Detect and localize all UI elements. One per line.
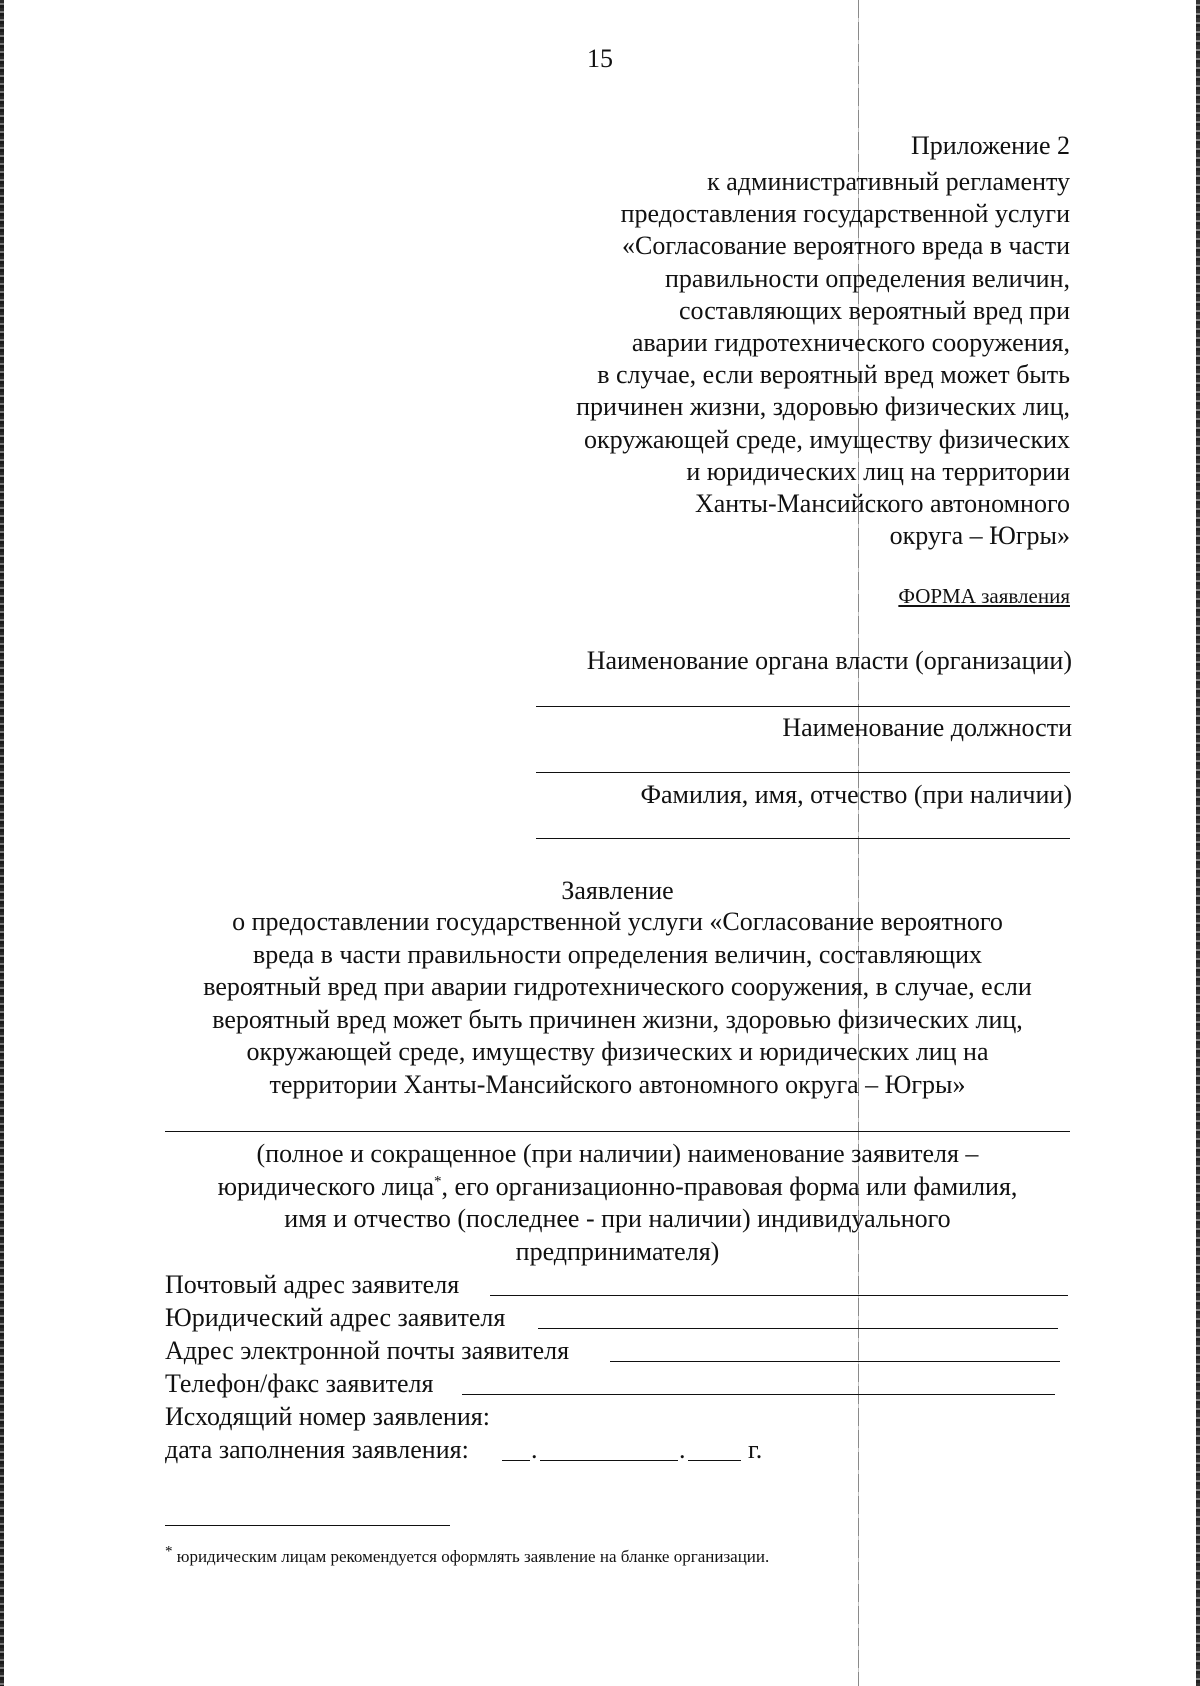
annex-line: округа – Югры» — [889, 521, 1070, 551]
annex-line: аварии гидротехнического сооружения, — [631, 328, 1070, 358]
footnote-mark: * — [165, 1543, 173, 1560]
statement-title: Заявление — [561, 876, 674, 905]
annex-line: и юридических лиц на территории — [686, 456, 1070, 486]
statement-line: вреда в части правильности определения величин, составляющих — [252, 939, 983, 969]
annex-heading — [470, 166, 1070, 552]
applicant-caption-text: юридического лица — [217, 1171, 435, 1201]
annex-line: «Согласование вероятного вреда в части — [622, 231, 1070, 261]
form-label: ФОРМА заявления — [898, 584, 1070, 608]
applicant-caption-text: , его организационно-правовая форма или фамилия, — [441, 1171, 1018, 1201]
scan-edge-left — [0, 0, 4, 1686]
addressee-name-line[interactable] — [536, 838, 1070, 839]
annex-line: правильности определения величин, — [665, 263, 1070, 293]
postal-address-line[interactable] — [490, 1295, 1068, 1296]
email-line[interactable] — [610, 1361, 1060, 1362]
fill-date-label: дата заполнения заявления: — [165, 1435, 469, 1464]
date-separator: . — [531, 1435, 538, 1464]
footnote-mark: * — [434, 1172, 442, 1189]
year-suffix: г. — [748, 1435, 763, 1464]
email-label: Адрес электронной почты заявителя — [165, 1336, 570, 1365]
applicant-caption — [165, 1138, 1070, 1268]
applicant-name-line[interactable] — [165, 1131, 1070, 1132]
scan-edge-right — [1196, 0, 1200, 1686]
date-day-line[interactable] — [502, 1460, 530, 1461]
annex-line: в случае, если вероятный вред может быть — [597, 360, 1070, 390]
statement-line: вероятный вред при аварии гидротехнического сооружения, в случае, если — [203, 972, 1032, 1001]
date-separator: . — [679, 1435, 686, 1464]
annex-line: составляющих вероятный вред при — [679, 295, 1070, 325]
outgoing-number-label: Исходящий номер заявления: — [165, 1402, 490, 1431]
date-month-line[interactable] — [540, 1460, 678, 1461]
phone-fax-line[interactable] — [462, 1394, 1055, 1395]
page-number: 15 — [587, 44, 613, 73]
footnote-separator — [165, 1525, 450, 1526]
statement-line: территории Ханты-Мансийского автономного округа – Югры» — [269, 1069, 966, 1099]
statement-line: о предоставлении государственной услуги «Согласование вероятного — [232, 907, 1003, 936]
legal-address-line[interactable] — [538, 1328, 1058, 1329]
addressee-position-line[interactable] — [536, 772, 1070, 773]
applicant-caption-line: предпринимателя) — [515, 1236, 720, 1266]
addressee-position-label: Наименование должности — [782, 713, 1072, 742]
addressee-authority-label: Наименование органа власти (организации) — [586, 646, 1072, 675]
applicant-caption-line: имя и отчество (последнее - при наличии) индивидуального — [284, 1204, 951, 1233]
legal-address-label: Юридический адрес заявителя — [165, 1303, 506, 1332]
date-year-line[interactable] — [688, 1460, 741, 1461]
addressee-authority-line[interactable] — [536, 706, 1070, 707]
statement-line: вероятный вред может быть причинен жизни, здоровью физических лиц, — [212, 1004, 1023, 1034]
addressee-name-label: Фамилия, имя, отчество (при наличии) — [640, 780, 1072, 809]
annex-line: к административный регламенту — [707, 167, 1070, 196]
statement-line: окружающей среде, имуществу физических и юридических лиц на — [246, 1037, 989, 1066]
footnote-text: юридическим лицам рекомендуется оформлять заявление на бланке организации. — [172, 1547, 770, 1566]
annex-title: Приложение 2 — [910, 131, 1070, 160]
postal-address-label: Почтовый адрес заявителя — [165, 1270, 460, 1299]
statement-subject — [150, 906, 1085, 1101]
annex-line: окружающей среде, имуществу физических — [583, 424, 1070, 454]
footnote — [165, 1543, 770, 1567]
applicant-caption-line: (полное и сокращенное (при наличии) наименование заявителя – — [256, 1139, 979, 1168]
annex-line: причинен жизни, здоровью физических лиц, — [576, 392, 1070, 422]
phone-fax-label: Телефон/факс заявителя — [165, 1369, 434, 1398]
annex-line: предоставления государственной услуги — [620, 199, 1070, 229]
applicant-caption-line — [165, 1171, 1070, 1204]
annex-line: Ханты-Мансийского автономного — [694, 489, 1070, 519]
